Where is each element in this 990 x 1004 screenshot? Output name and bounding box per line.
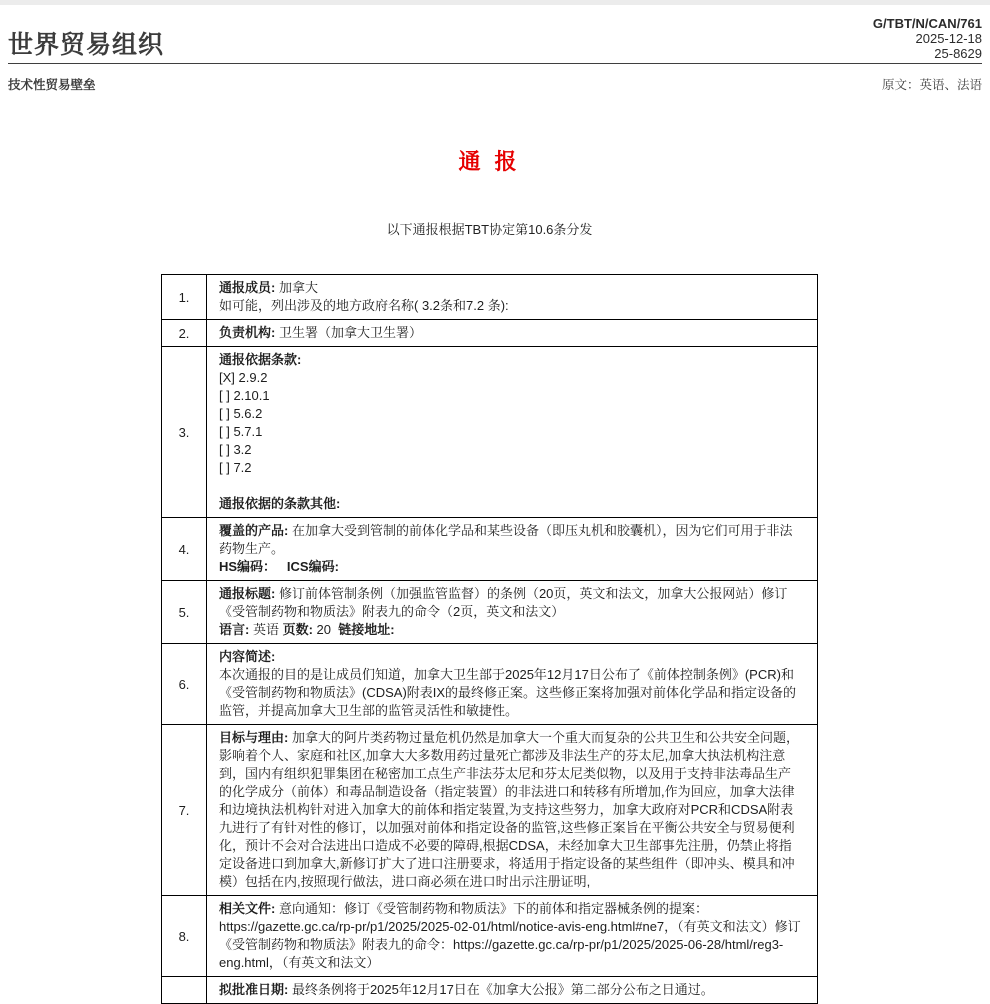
text-line: [ ] 2.10.1 [219,388,270,403]
text-line: [ ] 5.7.1 [219,424,263,439]
document-number: G/TBT/N/CAN/761 [872,16,982,31]
table-row [162,896,818,977]
text-line: 覆盖的产品: 在加拿大受到管制的前体化学品和某些设备（即压丸机和胶囊机），因为它们可用于非法药物生产。 [219,523,793,556]
row-number: 4. [162,518,207,581]
row-number: 8. [162,896,207,977]
document-date: 2025-12-18 [915,31,982,46]
text-line: 通报依据的条款其他: [219,496,341,511]
row-number [162,977,207,1004]
text-line: 通报依据条款: [219,352,302,367]
text-line: 拟批准日期: 最终条例将于2025年12月17日在《加拿大公报》第二部分公布之日通过。 [219,982,714,997]
text-line: [ ] 7.2 [219,460,252,475]
document-header [0,5,990,93]
row-content [207,518,818,581]
notification-table [161,274,818,1004]
row-number: 3. [162,347,207,518]
table-row [162,644,818,725]
row-number: 6. [162,644,207,725]
row-content [207,977,818,1004]
text-line: 如可能，列出涉及的地方政府名称( 3.2条和7.2 条): [219,298,509,313]
text-line: 相关文件: 意向通知：修订《受管制药物和物质法》下的前体和指定器械条例的提案：https://gazette.gc.ca/rp-pr/p1/2025/2025-02-01/html/notice-avis-eng.html#ne7，（有英文和法文）修订《受管制药物和物质法》附表九的命令：https://gazette.gc.ca/rp-pr/p1/2025/2025-06-28/html/reg3-eng.html，（有英文和法文） [219,901,801,970]
document-id: 25-8629 [934,46,982,61]
original-languages: 原文：英语、法语 [881,78,982,92]
text-line: 负责机构: 卫生署（加拿大卫生署） [219,325,422,340]
table-row [162,320,818,347]
row-number: 7. [162,725,207,896]
text-line: [ ] 3.2 [219,442,252,457]
table-row [162,518,818,581]
row-content [207,896,818,977]
row-number: 5. [162,581,207,644]
org-title: 世界贸易组织 [8,31,165,59]
row-content [207,320,818,347]
distribution-note: 以下通报根据TBT协定第10.6条分发 [386,222,593,237]
text-line: HS编码： ICS编码: [219,559,339,574]
text-line: 语言: 英语 页数: 20 链接地址: [219,622,395,637]
text-line: 内容简述: [219,649,276,664]
row-content [207,644,818,725]
table-row [162,347,818,518]
table-row [162,581,818,644]
document-meta [873,16,982,61]
row-number: 1. [162,275,207,320]
row-content [207,581,818,644]
table-row [162,725,818,896]
row-content [207,275,818,320]
row-content [207,347,818,518]
text-line [219,477,803,495]
text-line: 本次通报的目的是让成员们知道，加拿大卫生部于2025年12月17日公布了《前体控制条例》(PCR)和《受管制药物和物质法》(CDSA)附表IX的最终修正案。这些修正案将加强对前体化学品和指定设备的监管，并提高加拿大卫生部的监管灵活性和敏捷性。 [219,667,797,718]
row-number: 2. [162,320,207,347]
committee-section-label: 技术性贸易壁垒 [8,78,96,92]
table-row [162,275,818,320]
text-line: 通报成员: 加拿大 [219,280,318,295]
text-line: [ ] 5.6.2 [219,406,263,421]
row-content [207,725,818,896]
text-line: [X] 2.9.2 [219,370,268,385]
notification-title: 通 报 [458,149,521,174]
text-line: 目标与理由: 加拿大的阿片类药物过量危机仍然是加拿大一个重大而复杂的公共卫生和公共安全问题，影响着个人、家庭和社区,加拿大大多数用药过量死亡都涉及非法生产的芬太尼,加拿大执法机构注意到，国内有组织犯罪集团在秘密加工点生产非法芬太尼和芬太尼类似物，以及用于支持非法毒品生产的化学成分（前体）和毒品制造设备（指定装置）的非法进口和转移有所增加,作为回应，加拿大法律和边境执法机构针对进入加拿大的前体和指定装置,为支持这些努力，加拿大政府对PCR和CDSA附表九进行了有针对性的修订，以加强对前体和指定设备的监管,这些修正案旨在平衡公共安全与贸易便利化，预计不会对合法进出口造成不必要的障碍,根据CDSA，未经加拿大卫生部事先注册，仍禁止将指定设备进口到加拿大,新修订扩大了进口注册要求，将适用于指定设备的某些组件（即冲头、模具和冲模）包括在内,按照现行做法，进口商必须在进口时出示注册证明, [219,730,799,889]
table-row [162,977,818,1004]
document-body [161,145,818,1004]
text-line: 通报标题: 修订前体管制条例（加强监管监督）的条例（20页，英文和法文，加拿大公报网站）修订《受管制药物和物质法》附表九的命令（2页，英文和法文） [219,586,788,619]
